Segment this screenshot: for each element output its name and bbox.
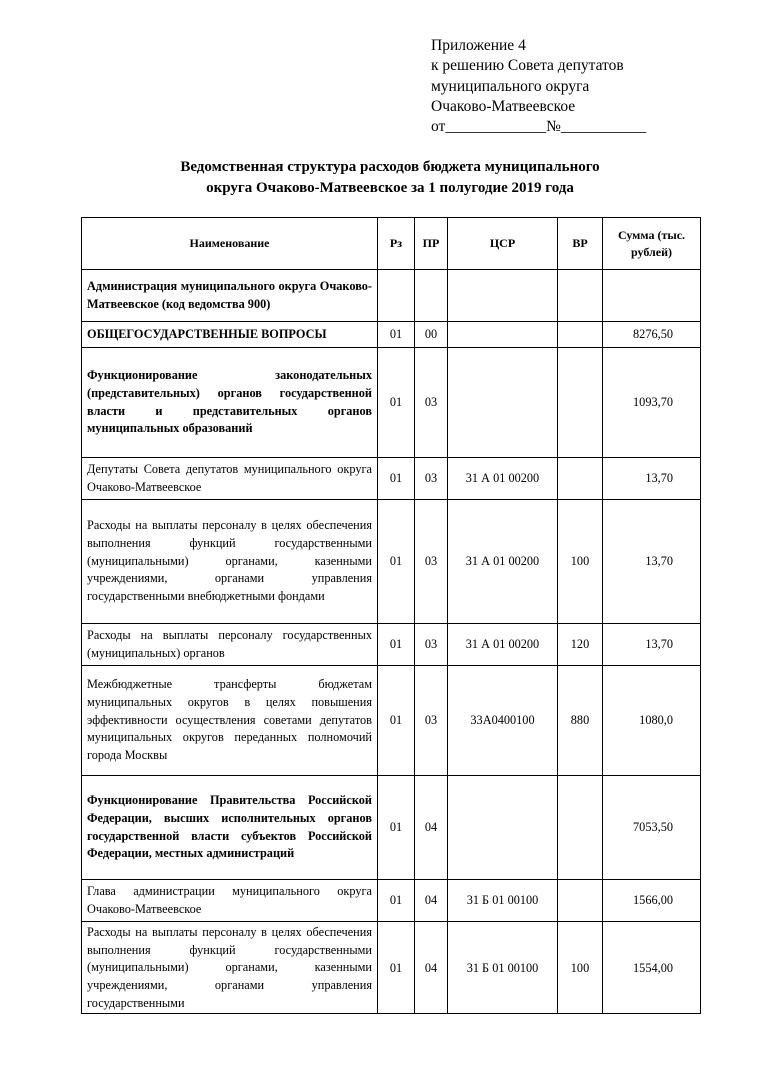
cell-vr: 100 xyxy=(558,500,603,624)
cell-name: Функционирование законодательных (представительных) органов государственной власти и представительных органов муниципальных образований xyxy=(82,348,378,458)
cell-sum: 7053,50 xyxy=(603,776,701,880)
table-row xyxy=(82,270,701,322)
cell-csr: 31 Б 01 00100 xyxy=(448,880,558,922)
cell-name: Депутаты Совета депутатов муниципального округа Очаково-Матвеевское xyxy=(82,458,378,500)
appendix-line: Очаково-Матвеевское xyxy=(431,97,576,115)
cell-vr xyxy=(558,776,603,880)
cell-sum: 1566,00 xyxy=(603,880,701,922)
cell-rz: 01 xyxy=(378,922,415,1014)
cell-rz: 01 xyxy=(378,880,415,922)
cell-csr xyxy=(448,348,558,458)
cell-pr: 03 xyxy=(415,458,448,500)
cell-rz: 01 xyxy=(378,776,415,880)
document-title xyxy=(80,157,700,199)
cell-pr: 00 xyxy=(415,322,448,348)
cell-pr: 04 xyxy=(415,922,448,1014)
table-row xyxy=(82,322,701,348)
title-line: округа Очаково-Матвеевское за 1 полугодие 2019 года xyxy=(206,180,574,196)
table-row xyxy=(82,458,701,500)
cell-vr xyxy=(558,880,603,922)
cell-pr: 03 xyxy=(415,348,448,458)
cell-rz xyxy=(378,270,415,322)
cell-rz: 01 xyxy=(378,458,415,500)
cell-vr: 120 xyxy=(558,624,603,666)
cell-csr xyxy=(448,270,558,322)
cell-sum xyxy=(603,270,701,322)
table-row xyxy=(82,624,701,666)
cell-name: Расходы на выплаты персоналу в целях обеспечения выполнения функций государственными (муниципальными) органами, казенными учреждениями, органами управления государственными внебюджетными фондами xyxy=(82,500,378,624)
cell-sum: 1554,00 xyxy=(603,922,701,1014)
cell-vr: 100 xyxy=(558,922,603,1014)
cell-sum: 8276,50 xyxy=(603,322,701,348)
cell-sum: 1080,0 xyxy=(603,666,701,776)
title-line: Ведомственная структура расходов бюджета муниципального xyxy=(180,159,600,175)
header-csr: ЦСР xyxy=(448,218,558,270)
appendix-line: муниципального округа xyxy=(431,77,590,95)
header-pr: ПР xyxy=(415,218,448,270)
cell-vr xyxy=(558,322,603,348)
cell-pr: 03 xyxy=(415,500,448,624)
cell-vr xyxy=(558,458,603,500)
table-row xyxy=(82,500,701,624)
cell-sum: 13,70 xyxy=(603,458,701,500)
cell-pr: 04 xyxy=(415,776,448,880)
header-rz: Рз xyxy=(378,218,415,270)
table-body xyxy=(82,270,701,1014)
cell-name: Расходы на выплаты персоналу в целях обеспечения выполнения функций государственными (муниципальными) органами, казенными учреждениями, органами управления государственными xyxy=(82,922,378,1014)
cell-pr xyxy=(415,270,448,322)
cell-pr: 04 xyxy=(415,880,448,922)
cell-vr xyxy=(558,270,603,322)
cell-pr: 03 xyxy=(415,624,448,666)
cell-csr xyxy=(448,322,558,348)
table-row xyxy=(82,880,701,922)
cell-csr: 31 А 01 00200 xyxy=(448,458,558,500)
header-vr: ВР xyxy=(558,218,603,270)
appendix-line: Приложение 4 xyxy=(431,37,526,54)
cell-sum: 1093,70 xyxy=(603,348,701,458)
cell-csr: 31 А 01 00200 xyxy=(448,500,558,624)
cell-name: Межбюджетные трансферты бюджетам муниципальных округов в целях повышения эффективности осуществления советами депутатов муниципальных округов переданных полномочий города Москвы xyxy=(82,666,378,776)
cell-csr xyxy=(448,776,558,880)
cell-name: Администрация муниципального округа Очаково-Матвеевское (код ведомства 900) xyxy=(82,270,378,322)
appendix-note xyxy=(431,36,646,137)
cell-name: Расходы на выплаты персоналу государственных (муниципальных) органов xyxy=(82,624,378,666)
cell-rz: 01 xyxy=(378,624,415,666)
budget-table xyxy=(81,217,701,1014)
cell-csr: 31 Б 01 00100 xyxy=(448,922,558,1014)
appendix-line: от_____________№___________ xyxy=(431,118,647,136)
cell-rz: 01 xyxy=(378,322,415,348)
cell-csr: 33А0400100 xyxy=(448,666,558,776)
cell-rz: 01 xyxy=(378,666,415,776)
cell-name: Функционирование Правительства Российской Федерации, высших исполнительных органов государственной власти субъектов Российской Федерации, местных администраций xyxy=(82,776,378,880)
header-name: Наименование xyxy=(82,218,378,270)
cell-name: Глава администрации муниципального округа Очаково-Матвеевское xyxy=(82,880,378,922)
table-row xyxy=(82,348,701,458)
cell-name: ОБЩЕГОСУДАРСТВЕННЫЕ ВОПРОСЫ xyxy=(82,322,378,348)
header-sum: Сумма (тыс. рублей) xyxy=(603,218,701,270)
cell-vr xyxy=(558,348,603,458)
table-row xyxy=(82,922,701,1014)
cell-rz: 01 xyxy=(378,348,415,458)
table-header-row xyxy=(82,218,701,270)
cell-pr: 03 xyxy=(415,666,448,776)
table-row xyxy=(82,776,701,880)
cell-csr: 31 А 01 00200 xyxy=(448,624,558,666)
appendix-line: к решению Совета депутатов xyxy=(431,57,624,75)
cell-rz: 01 xyxy=(378,500,415,624)
cell-vr: 880 xyxy=(558,666,603,776)
cell-sum: 13,70 xyxy=(603,500,701,624)
cell-sum: 13,70 xyxy=(603,624,701,666)
table-row xyxy=(82,666,701,776)
